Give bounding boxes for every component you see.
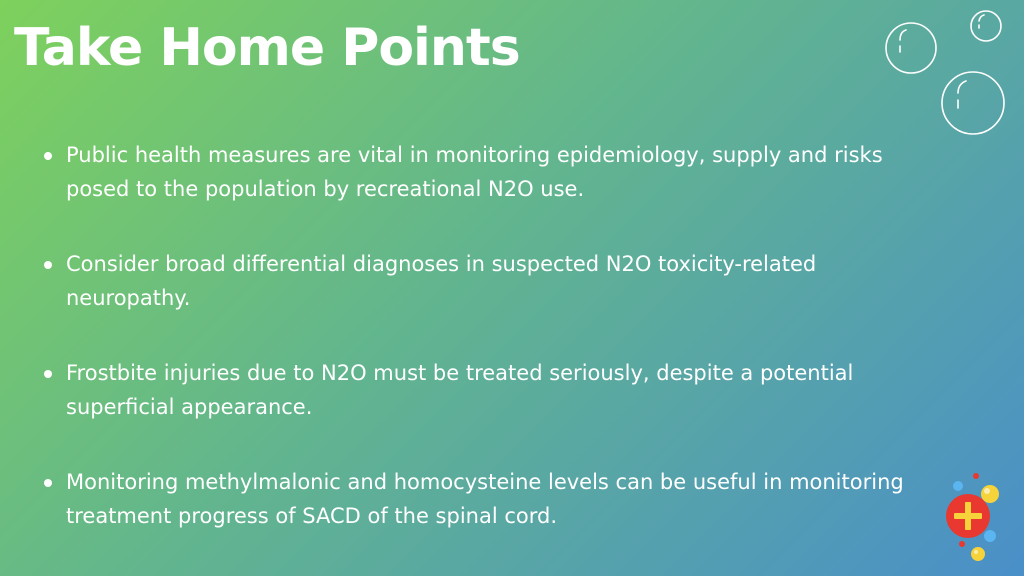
bubble-icon xyxy=(971,11,1001,41)
take-home-points-list xyxy=(40,138,940,574)
bullet-point: Consider broad differential diagnoses in suspected N2O toxicity-related neuropathy. xyxy=(40,247,940,315)
bubble-icon xyxy=(942,72,1004,134)
bullet-point: Frostbite injuries due to N2O must be treated seriously, despite a potential superficial appearance. xyxy=(40,356,940,424)
slide-title: Take Home Points xyxy=(14,18,520,78)
bullet-point: Public health measures are vital in monitoring epidemiology, supply and risks posed to the population by recreational N2O use. xyxy=(40,138,940,206)
bullet-point: Monitoring methylmalonic and homocysteine levels can be useful in monitoring treatment progress of SACD of the spinal cord. xyxy=(40,465,940,533)
bubble-icon xyxy=(886,23,936,73)
medical-cross-pill-icon xyxy=(940,468,1012,568)
